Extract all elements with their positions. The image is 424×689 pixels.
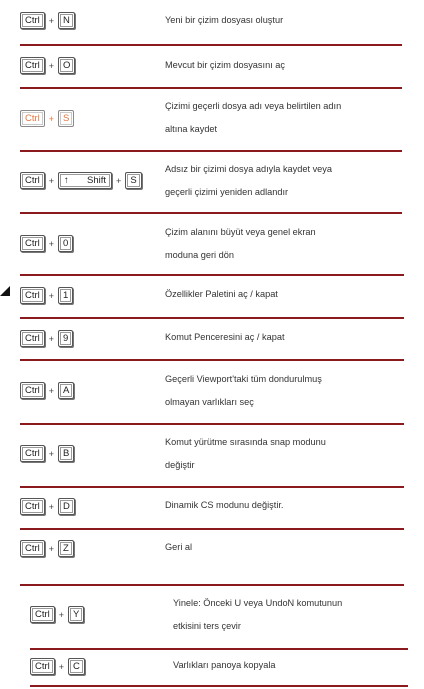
key-ctrl: Ctrl — [20, 540, 45, 557]
shortcut-row-open — [0, 46, 424, 88]
shortcut-description: Çizim alanını büyüt veya genel ekran moduna geri dön — [165, 227, 316, 260]
key-ctrl: Ctrl — [20, 330, 45, 347]
key-n: N — [58, 12, 75, 29]
key-ctrl: Ctrl — [20, 498, 45, 515]
key-1: 1 — [58, 287, 73, 304]
key-s: S — [125, 172, 141, 189]
plus-sign: + — [48, 501, 55, 512]
key-b: B — [58, 445, 74, 462]
shortcut-row-dynamic-cs — [0, 488, 424, 530]
shortcut-row-command-window — [0, 318, 424, 360]
key-0: 0 — [58, 235, 73, 252]
plus-sign: + — [48, 333, 55, 344]
shortcut-description: Yinele: Önceki U veya UndoN komutunun etkisini ters çevir — [173, 598, 343, 631]
key-9: 9 — [58, 330, 73, 347]
shortcut-description: Çizimi geçerli dosya adı veya belirtilen adın altına kaydet — [165, 101, 342, 134]
plus-sign: + — [48, 543, 55, 554]
shortcut-description: Dinamik CS modunu değiştir. — [165, 500, 284, 510]
shortcut-row-select-all — [0, 360, 424, 424]
plus-sign: + — [48, 175, 55, 186]
shortcut-description: Adsız bir çizimi dosya adıyla kaydet veya geçerli çizimi yeniden adlandır — [165, 164, 332, 197]
plus-sign: + — [58, 609, 65, 620]
key-ctrl: Ctrl — [30, 606, 55, 623]
shortcut-row-save-as — [0, 152, 424, 214]
key-z: Z — [58, 540, 74, 557]
shortcut-description: Komut Penceresini aç / kapat — [165, 332, 285, 342]
shortcut-row-undo — [0, 530, 424, 586]
shortcut-row-new — [0, 0, 424, 46]
row-divider — [30, 685, 408, 687]
plus-sign: + — [48, 113, 55, 124]
key-ctrl: Ctrl — [20, 445, 45, 462]
shortcut-description: Geri al — [165, 542, 193, 552]
shortcut-row-copy — [0, 650, 424, 689]
shortcut-description: Komut yürütme sırasında snap modunu değiştir — [165, 437, 326, 470]
plus-sign: + — [48, 290, 55, 301]
plus-sign: + — [48, 15, 55, 26]
key-o: O — [58, 57, 75, 74]
shortcut-description: Geçerli Viewport'taki tüm dondurulmuş olmayan varlıkları seç — [165, 374, 322, 407]
key-shift: ↑ Shift — [58, 172, 112, 189]
shortcut-description: Özellikler Paletini aç / kapat — [165, 289, 278, 299]
shortcut-row-snap — [0, 424, 424, 488]
shortcut-description: Varlıkları panoya kopyala — [173, 660, 276, 670]
plus-sign: + — [58, 661, 65, 672]
key-a: A — [58, 382, 74, 399]
shortcut-description: Mevcut bir çizim dosyasını aç — [165, 60, 285, 70]
plus-sign: + — [48, 60, 55, 71]
plus-sign: + — [48, 238, 55, 249]
key-ctrl: Ctrl — [20, 57, 45, 74]
plus-sign: + — [48, 448, 55, 459]
key-d: D — [58, 498, 75, 515]
key-ctrl: Ctrl — [20, 235, 45, 252]
plus-sign: + — [116, 175, 122, 186]
key-s: S — [58, 110, 74, 127]
shortcut-row-save — [0, 88, 424, 152]
key-ctrl: Ctrl — [20, 172, 45, 189]
shortcut-row-zoom — [0, 214, 424, 276]
key-c: C — [68, 658, 85, 675]
shortcut-description: Yeni bir çizim dosyası oluştur — [165, 15, 284, 25]
shift-arrow-icon: ↑ — [64, 175, 69, 186]
key-ctrl: Ctrl — [20, 382, 45, 399]
key-ctrl: Ctrl — [20, 110, 45, 127]
plus-sign: + — [48, 385, 55, 396]
shortcut-row-redo — [0, 586, 424, 650]
shortcut-row-properties — [0, 276, 424, 318]
key-ctrl: Ctrl — [20, 287, 45, 304]
key-ctrl: Ctrl — [20, 12, 45, 29]
key-y: Y — [68, 606, 84, 623]
key-ctrl: Ctrl — [30, 658, 55, 675]
